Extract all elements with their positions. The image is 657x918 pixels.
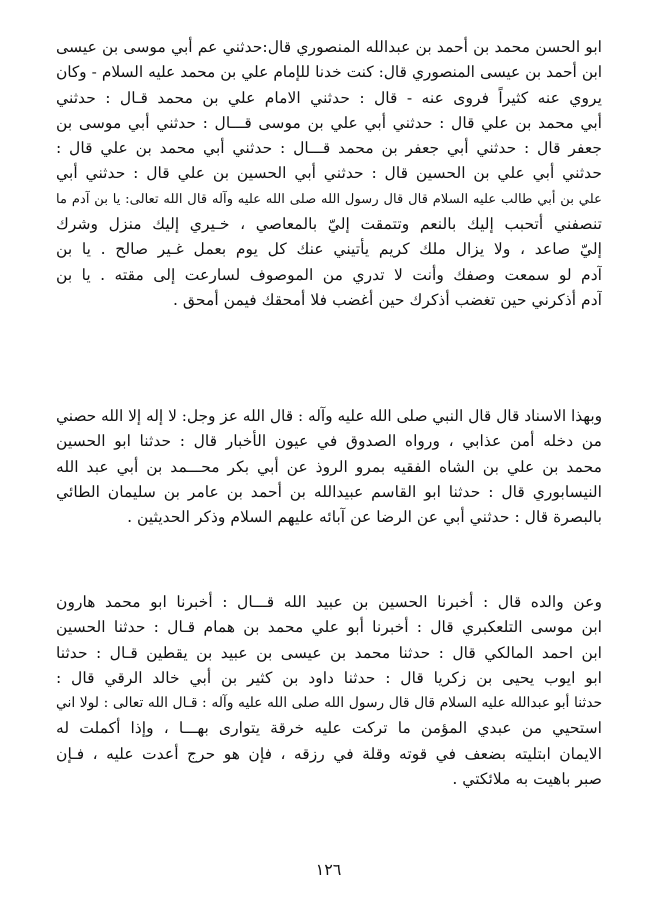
paragraph-3 — [56, 590, 602, 792]
text-line: النيسابوري قال : حدثنا ابو القاسم عبيدالله بن أحمد بن عامر بن سليمان الطائي — [56, 482, 602, 501]
paragraph-1 — [56, 35, 602, 313]
text-line: علي بن أبي طالب عليه السلام قال قال رسول الله صلى الله عليه وآله قال الله تعالى: يا بن آدم ما — [56, 191, 602, 207]
text-line: حدثنا أبو عبدالله عليه السلام قال قال رسول الله صلى الله عليه وآله : قـال الله تعالى : لولا اني — [56, 695, 602, 712]
text-line: جعفر قال : حدثني أبي جعفر بن محمد قـــال : حدثني أبي محمد بن علي قال : — [56, 139, 602, 158]
text-line: الايمان ابتليته بضعف في قوته وقلة في رزقه ، فإن هو حرج أعدت عليه ، فـإن — [56, 744, 602, 763]
text-line: ابو الحسن محمد بن أحمد بن عبدالله المنصوري قال:حدثني عم أبي موسى بن عيسى — [56, 38, 602, 56]
text-line: صبر باهيت به ملائكتي . — [452, 770, 602, 789]
page-number: ١٢٦ — [315, 860, 342, 879]
text-line: وعن والده قال : أخبرنا الحسين بن عبيد الله قـــال : أخبرنا ابو محمد هارون — [56, 593, 602, 611]
text-line: ابن احمد المالكي قال : حدثنا محمد بن عيسى بن عبيد بن يقطين قـال : حدثنا — [56, 643, 602, 662]
text-line: إليّ صاعد ، ولا يزال ملك كريم يأتيني عنك كل يوم بعمل غـير صالح . يا بن — [56, 240, 602, 259]
text-line: وبهذا الاسناد قال قال النبي صلى الله عليه وآله : قال الله عز وجل: لا إله إلا الله حصني — [56, 407, 602, 425]
paragraph-2 — [56, 404, 602, 530]
text-line: ابن موسى التلعكبري قال : أخبرنا أبو علي محمد بن همام قـال : حدثنا الحسين — [56, 618, 602, 637]
text-line: استحيي من عبدي المؤمن ما تركت عليه خرقة يتوارى بهـــا ، وإذا أكملت له — [56, 719, 602, 738]
text-line: يروي عنه كثيراً فروى عنه - قال : حدثني الامام علي بن محمد قـال : حدثني — [56, 88, 602, 107]
text-line: ابن أحمد بن عيسى المنصوري قال: كنت خدنا للإمام علي بن محمد عليه السلام - وكان — [56, 63, 602, 82]
text-line: محمد بن علي بن الشاه الفقيه بمرو الروذ عن أبي بكر محـــمد بن أبي عبد الله — [56, 457, 602, 476]
text-line: حدثني أبي علي بن الحسين قال : حدثني أبي الحسين بن علي قال : حدثني أبي — [56, 164, 602, 183]
text-line: بالبصرة قال : حدثني أبي عن الرضا عن آبائه عليهم السلام وذكر الحديثين . — [127, 508, 602, 527]
text-line: آدم أذكرني حين تغضب أذكرك حين أغضب فلا أمحقك فيمن أمحق . — [172, 290, 602, 309]
text-line: تنصفني أتحبب إليك بالنعم وتتمقت إليّ بالمعاصي ، خـيري إليك منزل وشرك — [56, 215, 602, 234]
text-line: ابو ايوب يحيى بن زكريا قال : حدثنا داود بن كثير بن أبي خالد الرقي قال : — [56, 668, 602, 687]
text-line: أبي محمد بن علي قال : حدثني أبي علي بن موسى قـــال : حدثني أبي موسى بن — [56, 113, 602, 132]
text-line: من دخله أمن عذابي ، ورواه الصدوق في عيون الأخبار قال : حدثنا ابو الحسين — [56, 432, 602, 451]
text-line: آدم لو سمعت وصفك وأنت لا تدري من الموصوف لسارعت إلى مقته . يا بن — [56, 265, 602, 284]
